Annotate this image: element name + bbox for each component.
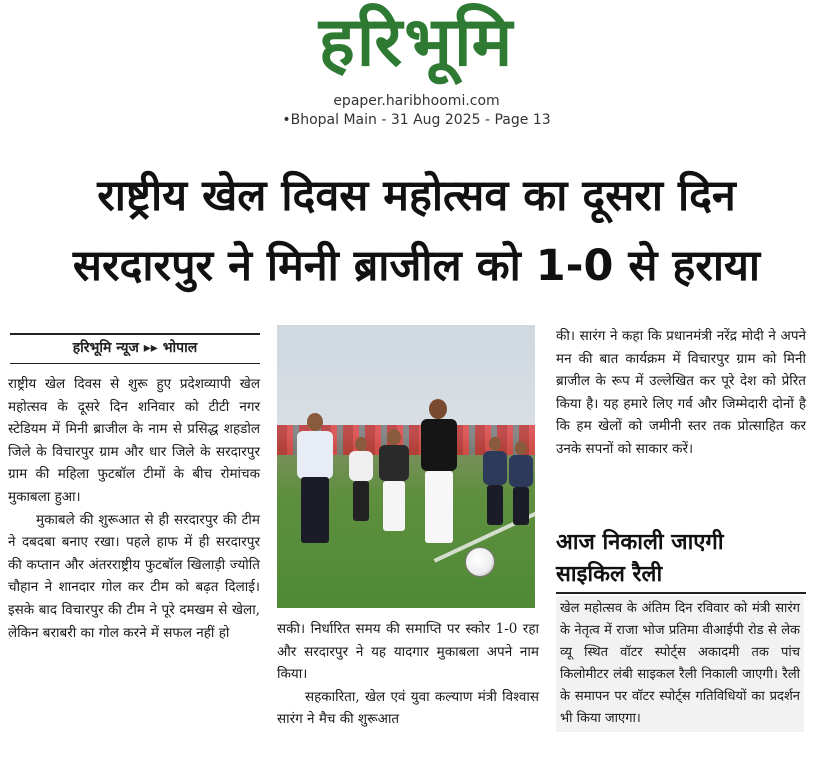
sidebar-body: खेल महोत्सव के अंतिम दिन रविवार को मंत्री सारंग के नेतृत्व में राजा भोज प्रतिमा वीआईपी रोड से लेक व्यू स्थित वॉटर स्पोर्ट्स अकादमी तक पांच किलोमीटर लंबी साइकल रैली निकाली जाएगी। रैली के समापन पर वॉटर स्पोर्ट्स गतिविधियों का प्रदर्शन भी किया जाएगा। — [556, 596, 804, 732]
byline: हरिभूमि न्यूज ▸▸ भोपाल — [72, 340, 198, 356]
article-paragraph: सकी। निर्धारित समय की समाप्ति पर स्कोर 1-0 रहा और सरदारपुर ने यह यादगार मुकाबला अपने नाम किया। — [277, 621, 539, 683]
sidebar-headline-line-1: आज निकाली जाएगी — [556, 530, 724, 555]
football — [465, 547, 495, 577]
headline-line-1: राष्ट्रीय खेल दिवस महोत्सव का दूसरा दिन — [97, 171, 736, 221]
headline-line-2: सरदारपुर ने मिनी ब्राजील को 1-0 से हराया — [72, 241, 761, 291]
article-paragraph: की। सारंग ने कहा कि प्रधानमंत्री नरेंद्र मोदी ने अपने मन की बात कार्यक्रम में विचारपुर ग्राम को मिनी ब्राजील के रूप में उल्लेखित कर पूरे देश को प्रेरित किया है। यह हमारे लिए गर्व और जिम्मेदारी दोनों है कि हम खेलों को जमीनी स्तर तक प्रोत्साहित कर उनके सपनों को साकार करें। — [556, 328, 806, 457]
newspaper-logo[interactable]: हरिभूमि — [318, 3, 515, 82]
article-paragraph: राष्ट्रीय खेल दिवस से शुरू हुए प्रदेशव्यापी खेल महोत्सव के दूसरे दिन शनिवार को टीटी नगर स्टेडियम में मिनी ब्राजील के नाम से प्रसिद्ध शहडोल जिले के विचारपुर ग्राम और धार जिले के सरदारपुर ग्राम की महिला फुटबॉल टीमों के बीच रोमांचक मुकाबला हुआ। — [8, 376, 260, 505]
article-paragraph: सहकारिता, खेल एवं युवा कल्याण मंत्री विश्वास सारंग ने मैच की शुरूआत — [277, 688, 539, 728]
site-url[interactable]: epaper.haribhoomi.com — [333, 93, 500, 109]
byline-bar — [10, 333, 260, 364]
article-paragraph: मुकाबले की शुरूआत से ही सरदारपुर की टीम ने दबदबा बनाए रखा। पहले हाफ में ही सरदारपुर की कप्तान और अंतरराष्ट्रीय फुटबॉल खिलाड़ी ज्योति चौहान ने शानदार गोल कर टीम को बढ़त दिलाई। इसके बाद विचारपुर की टीम ने पूरे दमखम से खेला, लेकिन बराबरी का गोल करने में सफल नहीं हो — [8, 511, 260, 641]
article-column-1 — [8, 373, 260, 644]
sidebar-headline-line-2: साइकिल रैली — [556, 562, 663, 587]
article-column-2 — [277, 618, 539, 731]
edition-info: •Bhopal Main - 31 Aug 2025 - Page 13 — [282, 112, 551, 128]
article-column-3 — [556, 325, 806, 461]
article-photo[interactable] — [277, 325, 535, 608]
sidebar-divider — [556, 592, 806, 594]
